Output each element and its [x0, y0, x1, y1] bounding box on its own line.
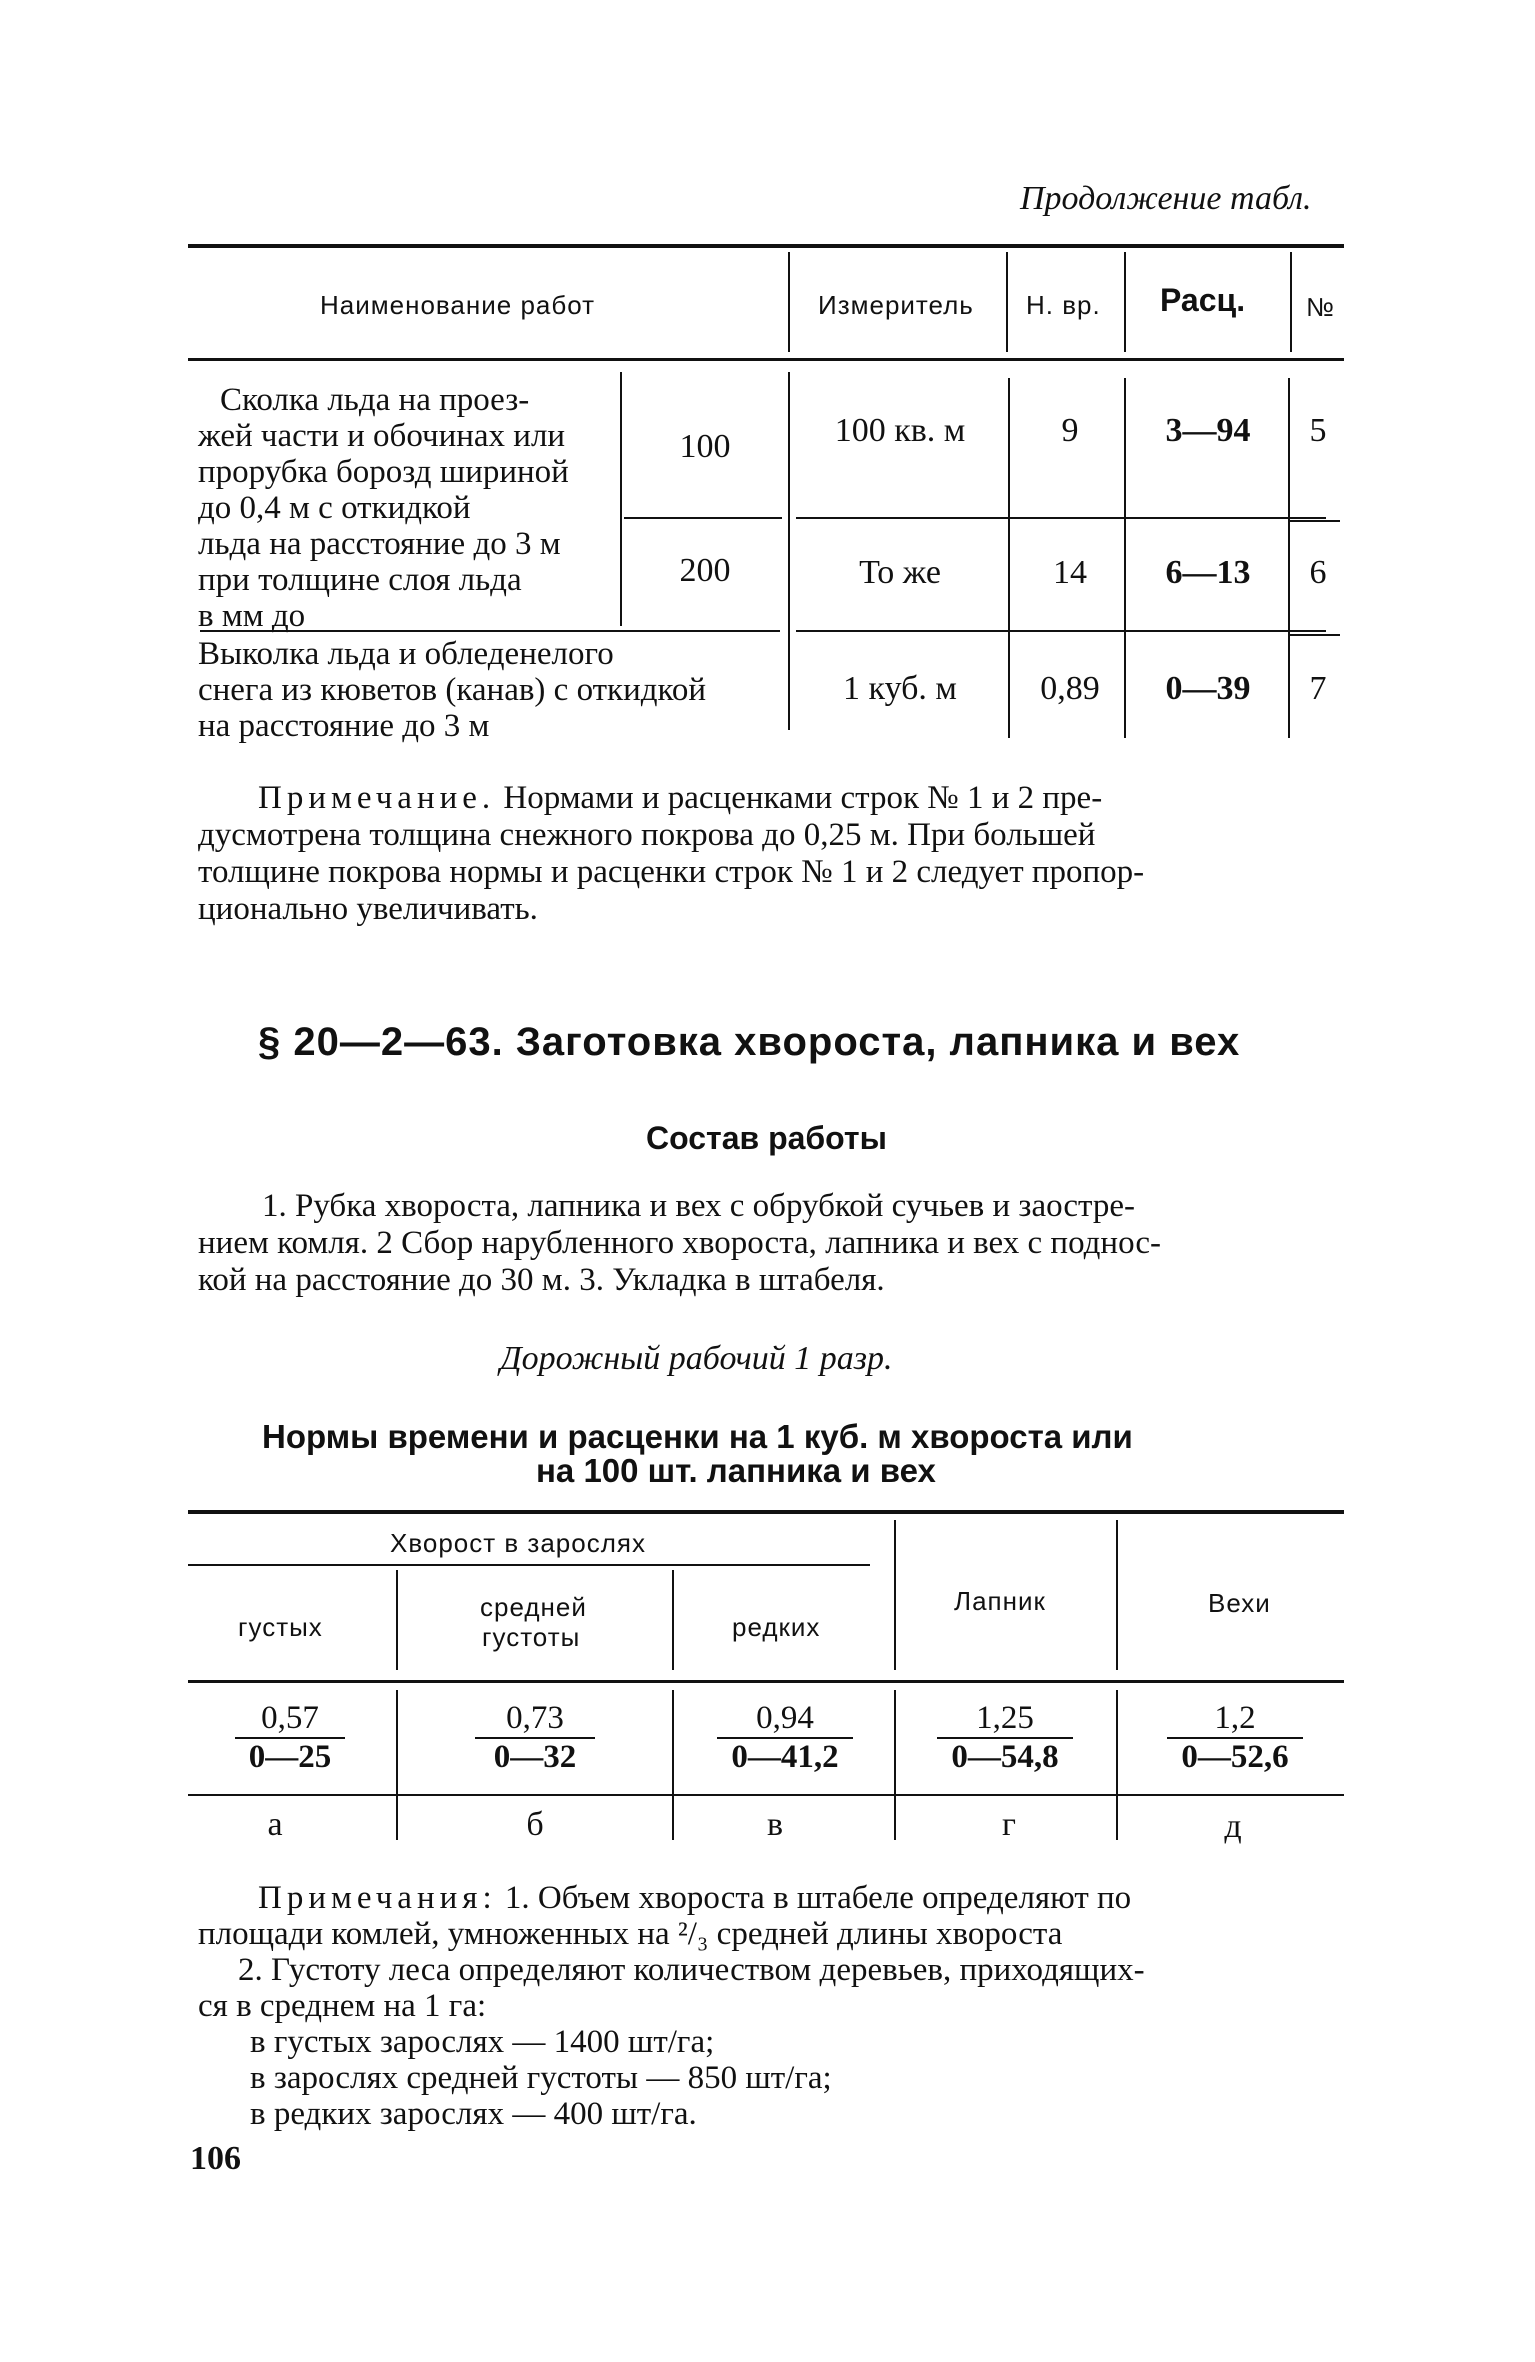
worker-grade: Дорожный рабочий 1 разр.: [500, 1340, 893, 1377]
letter-v: в: [766, 1806, 784, 1843]
header-dense: густых: [238, 1612, 323, 1642]
header-medium-line2: густоты: [482, 1622, 581, 1652]
row2-rate: 6—13: [1165, 554, 1251, 591]
row3-number: 7: [1309, 670, 1327, 707]
group1-description: Сколка льда на проез- жей части и обочинах или прорубка борозд шириной до 0,4 м с откидкой льда на расстояние до 3 м при толщине слоя льда в мм до: [198, 382, 569, 634]
row3-norm: 0,89: [1040, 670, 1100, 707]
letter-d: д: [1224, 1808, 1242, 1845]
composition-text: 1. Рубка хвороста, лапника и вех с обрубкой сучьев и заостре- нием комля. 2 Сбор нарубленного хвороста, лапника и вех с поднос- кой на расстояние до 30 м. 3. Укладка в штабеля.: [198, 1188, 1162, 1298]
cell-poles: $\frac{1,2}{0—52,6}$: [1150, 1700, 1320, 1776]
header-medium-line1: средней: [480, 1592, 587, 1622]
row2-norm: 14: [1053, 554, 1087, 591]
header-rate: Расц.: [1160, 282, 1246, 318]
header-brushwood-group: Хворост в зарослях: [390, 1528, 646, 1558]
row1-thickness: 100: [679, 428, 731, 465]
letter-a: а: [267, 1806, 283, 1843]
row2-number: 6: [1309, 554, 1327, 591]
header-sparse: редких: [732, 1612, 821, 1642]
row3-unit: 1 куб. м: [843, 670, 957, 707]
section-title: § 20—2—63. Заготовка хвороста, лапника и вех: [258, 1020, 1241, 1064]
row1-norm: 9: [1061, 412, 1079, 449]
header-spruce: Лапник: [954, 1586, 1046, 1616]
composition-title: Состав работы: [646, 1120, 887, 1156]
continuation-caption: Продолжение табл.: [1020, 180, 1312, 217]
header-work-name: Наименование работ: [320, 290, 596, 320]
note-1: Примечание. Нормами и расценками строк № 1 и 2 пре- дусмотрена толщина снежного покрова до 0,25 м. При большей толщине покрова нормы и расценки строк № 1 и 2 следует пропор- ционально увеличивать.: [198, 780, 1145, 927]
note-2: Примечания: 1. Объем хвороста в штабеле определяют по площади комлей, умноженных на ²/₃ средней длины хвороста 2. Густоту леса определяют количеством деревьев, приходящих- ся в среднем на 1 га: в густых зарослях — 1400 шт/га; в зарослях средней густоты — 850 шт/га; в редких зарослях — 400 шт/га.: [198, 1880, 1145, 2132]
row1-unit: 100 кв. м: [834, 412, 966, 449]
row1-rate: 3—94: [1165, 412, 1251, 449]
norms-title-line1: Нормы времени и расценки на 1 куб. м хвороста или: [262, 1418, 1133, 1455]
row2-unit: То же: [859, 554, 941, 591]
header-poles: Вехи: [1208, 1588, 1271, 1618]
letter-b: б: [526, 1806, 544, 1843]
header-number: №: [1306, 292, 1335, 322]
group2-description: Выколка льда и обледенелого снега из кюветов (канав) с откидкой на расстояние до 3 м: [198, 636, 707, 744]
cell-spruce: $\frac{1,25}{0—54,8}$: [920, 1700, 1090, 1776]
header-unit: Измеритель: [818, 290, 974, 320]
table1-header-rule: [188, 358, 1344, 361]
norms-title-line2: на 100 шт. лапника и вех: [536, 1452, 936, 1489]
page-number: 106: [190, 2140, 241, 2177]
cell-dense: $\frac{0,57}{0—25}$: [210, 1700, 370, 1776]
table1-top-rule: [188, 244, 1344, 248]
row2-thickness: 200: [679, 552, 731, 589]
table2-top-rule: [188, 1510, 1344, 1514]
header-norm: Н. вр.: [1026, 290, 1101, 320]
letter-g: г: [1002, 1806, 1016, 1843]
cell-medium: $\frac{0,73}{0—32}$: [450, 1700, 620, 1776]
cell-sparse: $\frac{0,94}{0—41,2}$: [700, 1700, 870, 1776]
row1-number: 5: [1309, 412, 1327, 449]
row3-rate: 0—39: [1165, 670, 1251, 707]
table2-header-rule: [188, 1680, 1344, 1683]
